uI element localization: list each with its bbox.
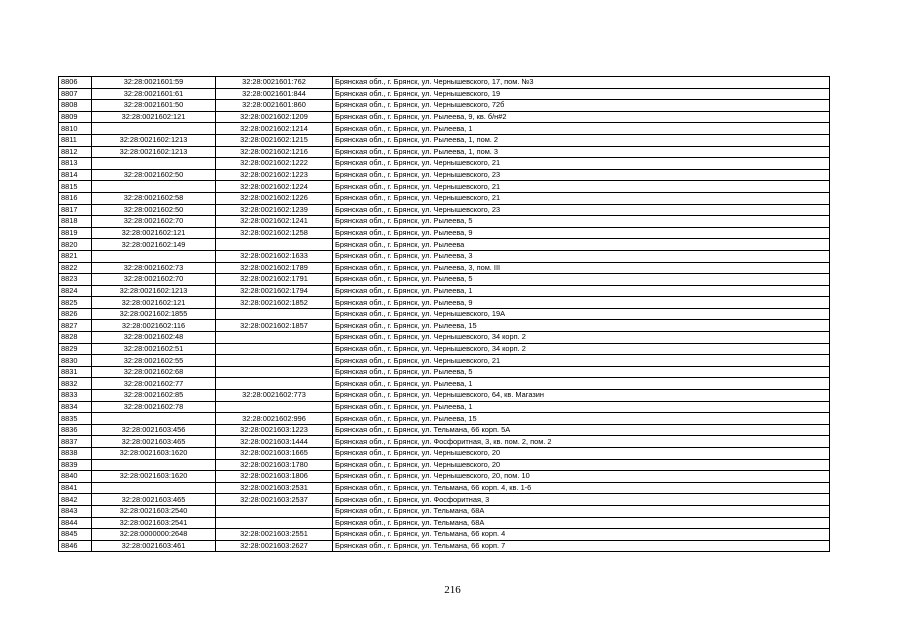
address-cell: Брянская обл., г. Брянск, ул. Рылеева, 9, кв. б/н#2 [333, 111, 830, 123]
table-row [59, 448, 830, 460]
object-cadastral-number-cell: 32:28:0021603:2531 [216, 482, 333, 494]
table-row [59, 204, 830, 216]
row-number-cell: 8829 [59, 343, 92, 355]
address-cell: Брянская обл., г. Брянск, ул. Чернышевского, 19 [333, 88, 830, 100]
table-row [59, 77, 830, 89]
table-row [59, 401, 830, 413]
row-number-cell: 8819 [59, 227, 92, 239]
address-cell: Брянская обл., г. Брянск, ул. Рылеева, 1 [333, 123, 830, 135]
row-number-cell: 8811 [59, 134, 92, 146]
object-cadastral-number-cell: 32:28:0021603:2551 [216, 529, 333, 541]
address-cell: Брянская обл., г. Брянск, ул. Рылеева, 3 [333, 250, 830, 262]
row-number-cell: 8822 [59, 262, 92, 274]
table-row [59, 262, 830, 274]
row-number-cell: 8831 [59, 366, 92, 378]
cadastral-number-cell: 32:28:0021602:121 [92, 297, 216, 309]
row-number-cell: 8827 [59, 320, 92, 332]
cadastral-number-cell: 32:28:0021603:456 [92, 424, 216, 436]
table-row [59, 320, 830, 332]
address-cell: Брянская обл., г. Брянск, ул. Чернышевского, 21 [333, 181, 830, 193]
cadastral-number-cell: 32:28:0021601:61 [92, 88, 216, 100]
table-row [59, 471, 830, 483]
row-number-cell: 8826 [59, 308, 92, 320]
address-cell: Брянская обл., г. Брянск, ул. Чернышевского, 21 [333, 158, 830, 170]
cadastral-number-cell: 32:28:0021602:85 [92, 390, 216, 402]
row-number-cell: 8809 [59, 111, 92, 123]
address-cell: Брянская обл., г. Брянск, ул. Чернышевского, 64, кв. Магазин [333, 390, 830, 402]
address-cell: Брянская обл., г. Брянск, ул. Чернышевского, 23 [333, 169, 830, 181]
row-number-cell: 8807 [59, 88, 92, 100]
object-cadastral-number-cell: 32:28:0021602:1241 [216, 216, 333, 228]
address-cell: Брянская обл., г. Брянск, ул. Чернышевского, 21 [333, 192, 830, 204]
cadastral-number-cell [92, 123, 216, 135]
cadastral-number-cell: 32:28:0021603:1620 [92, 471, 216, 483]
table-row [59, 355, 830, 367]
address-cell: Брянская обл., г. Брянск, ул. Чернышевского, 34 корп. 2 [333, 343, 830, 355]
cadastral-number-cell: 32:28:0021602:1855 [92, 308, 216, 320]
cadastral-number-cell: 32:28:0021603:461 [92, 540, 216, 552]
cadastral-number-cell: 32:28:0021603:465 [92, 436, 216, 448]
table-row [59, 378, 830, 390]
row-number-cell: 8844 [59, 517, 92, 529]
table-row [59, 424, 830, 436]
object-cadastral-number-cell: 32:28:0021603:1223 [216, 424, 333, 436]
object-cadastral-number-cell: 32:28:0021603:2537 [216, 494, 333, 506]
row-number-cell: 8837 [59, 436, 92, 448]
object-cadastral-number-cell: 32:28:0021601:844 [216, 88, 333, 100]
table-row [59, 123, 830, 135]
table-row [59, 540, 830, 552]
address-cell: Брянская обл., г. Брянск, ул. Рылеева, 15 [333, 320, 830, 332]
object-cadastral-number-cell: 32:28:0021602:1226 [216, 192, 333, 204]
object-cadastral-number-cell: 32:28:0021603:1665 [216, 448, 333, 460]
address-cell: Брянская обл., г. Брянск, ул. Чернышевского, 20 [333, 459, 830, 471]
address-cell: Брянская обл., г. Брянск, ул. Чернышевского, 23 [333, 204, 830, 216]
row-number-cell: 8812 [59, 146, 92, 158]
row-number-cell: 8821 [59, 250, 92, 262]
object-cadastral-number-cell: 32:28:0021602:1791 [216, 274, 333, 286]
cadastral-number-cell [92, 459, 216, 471]
cadastral-number-cell: 32:28:0021601:59 [92, 77, 216, 89]
address-cell: Брянская обл., г. Брянск, ул. Чернышевского, 20 [333, 448, 830, 460]
table-row [59, 332, 830, 344]
row-number-cell: 8816 [59, 192, 92, 204]
object-cadastral-number-cell: 32:28:0021601:860 [216, 100, 333, 112]
address-cell: Брянская обл., г. Брянск, ул. Рылеева, 1 [333, 401, 830, 413]
table-row [59, 134, 830, 146]
address-cell: Брянская обл., г. Брянск, ул. Тельмана, 66 корп. 4, кв. 1-6 [333, 482, 830, 494]
object-cadastral-number-cell: 32:28:0021602:996 [216, 413, 333, 425]
table-row [59, 529, 830, 541]
address-cell: Брянская обл., г. Брянск, ул. Рылеева, 5 [333, 216, 830, 228]
table-row [59, 505, 830, 517]
object-cadastral-number-cell [216, 401, 333, 413]
cadastral-number-cell: 32:28:0021602:50 [92, 169, 216, 181]
row-number-cell: 8830 [59, 355, 92, 367]
row-number-cell: 8825 [59, 297, 92, 309]
cadastral-number-cell: 32:28:0021602:1213 [92, 285, 216, 297]
register-page [58, 76, 829, 552]
object-cadastral-number-cell [216, 505, 333, 517]
table-row [59, 308, 830, 320]
object-cadastral-number-cell [216, 308, 333, 320]
object-cadastral-number-cell: 32:28:0021602:1209 [216, 111, 333, 123]
object-cadastral-number-cell: 32:28:0021602:1222 [216, 158, 333, 170]
address-cell: Брянская обл., г. Брянск, ул. Чернышевского, 20, пом. 10 [333, 471, 830, 483]
address-cell: Брянская обл., г. Брянск, ул. Рылеева, 1 [333, 285, 830, 297]
object-cadastral-number-cell: 32:28:0021603:1780 [216, 459, 333, 471]
row-number-cell: 8839 [59, 459, 92, 471]
row-number-cell: 8808 [59, 100, 92, 112]
object-cadastral-number-cell: 32:28:0021602:1633 [216, 250, 333, 262]
table-row [59, 285, 830, 297]
cadastral-number-cell: 32:28:0021603:465 [92, 494, 216, 506]
row-number-cell: 8817 [59, 204, 92, 216]
table-row [59, 169, 830, 181]
table-row [59, 459, 830, 471]
address-cell: Брянская обл., г. Брянск, ул. Тельмана, 68А [333, 505, 830, 517]
object-cadastral-number-cell: 32:28:0021602:1857 [216, 320, 333, 332]
object-cadastral-number-cell: 32:28:0021602:1239 [216, 204, 333, 216]
object-cadastral-number-cell [216, 366, 333, 378]
cadastral-number-cell: 32:28:0021603:2541 [92, 517, 216, 529]
row-number-cell: 8835 [59, 413, 92, 425]
cadastral-number-cell: 32:28:0000000:2648 [92, 529, 216, 541]
cadastral-number-cell: 32:28:0021602:48 [92, 332, 216, 344]
address-cell: Брянская обл., г. Брянск, ул. Тельмана, 66 корп. 4 [333, 529, 830, 541]
object-cadastral-number-cell: 32:28:0021602:1224 [216, 181, 333, 193]
cadastral-number-cell [92, 482, 216, 494]
object-cadastral-number-cell: 32:28:0021603:1444 [216, 436, 333, 448]
object-cadastral-number-cell: 32:28:0021602:773 [216, 390, 333, 402]
object-cadastral-number-cell: 32:28:0021602:1215 [216, 134, 333, 146]
cadastral-number-cell: 32:28:0021602:121 [92, 227, 216, 239]
table-row [59, 436, 830, 448]
object-cadastral-number-cell: 32:28:0021602:1216 [216, 146, 333, 158]
table-row [59, 181, 830, 193]
table-row [59, 111, 830, 123]
cadastral-number-cell [92, 413, 216, 425]
object-cadastral-number-cell: 32:28:0021602:1223 [216, 169, 333, 181]
cadastral-number-cell: 32:28:0021602:78 [92, 401, 216, 413]
cadastral-number-cell [92, 250, 216, 262]
table-row [59, 390, 830, 402]
row-number-cell: 8828 [59, 332, 92, 344]
register-table-body [59, 77, 830, 552]
object-cadastral-number-cell: 32:28:0021603:1806 [216, 471, 333, 483]
cadastral-number-cell [92, 158, 216, 170]
object-cadastral-number-cell: 32:28:0021602:1794 [216, 285, 333, 297]
row-number-cell: 8846 [59, 540, 92, 552]
object-cadastral-number-cell [216, 332, 333, 344]
table-row [59, 239, 830, 251]
object-cadastral-number-cell [216, 239, 333, 251]
table-row [59, 100, 830, 112]
address-cell: Брянская обл., г. Брянск, ул. Тельмана, 66 корп. 7 [333, 540, 830, 552]
row-number-cell: 8834 [59, 401, 92, 413]
row-number-cell: 8818 [59, 216, 92, 228]
cadastral-number-cell [92, 181, 216, 193]
cadastral-number-cell: 32:28:0021602:149 [92, 239, 216, 251]
address-cell: Брянская обл., г. Брянск, ул. Рылеева, 9 [333, 297, 830, 309]
row-number-cell: 8820 [59, 239, 92, 251]
table-row [59, 297, 830, 309]
table-row [59, 216, 830, 228]
object-cadastral-number-cell: 32:28:0021602:1852 [216, 297, 333, 309]
address-cell: Брянская обл., г. Брянск, ул. Чернышевского, 21 [333, 355, 830, 367]
address-cell: Брянская обл., г. Брянск, ул. Рылеева [333, 239, 830, 251]
row-number-cell: 8823 [59, 274, 92, 286]
page-number: 216 [444, 584, 461, 596]
cadastral-number-cell: 32:28:0021603:2540 [92, 505, 216, 517]
table-row [59, 250, 830, 262]
row-number-cell: 8815 [59, 181, 92, 193]
table-row [59, 192, 830, 204]
cadastral-number-cell: 32:28:0021602:73 [92, 262, 216, 274]
row-number-cell: 8806 [59, 77, 92, 89]
row-number-cell: 8845 [59, 529, 92, 541]
object-cadastral-number-cell: 32:28:0021602:1258 [216, 227, 333, 239]
cadastral-number-cell: 32:28:0021601:50 [92, 100, 216, 112]
table-row [59, 366, 830, 378]
table-row [59, 88, 830, 100]
row-number-cell: 8843 [59, 505, 92, 517]
cadastral-number-cell: 32:28:0021602:1213 [92, 134, 216, 146]
cadastral-number-cell: 32:28:0021602:50 [92, 204, 216, 216]
object-cadastral-number-cell [216, 378, 333, 390]
address-cell: Брянская обл., г. Брянск, ул. Рылеева, 1, пом. 2 [333, 134, 830, 146]
cadastral-number-cell: 32:28:0021602:51 [92, 343, 216, 355]
table-row [59, 494, 830, 506]
address-cell: Брянская обл., г. Брянск, ул. Чернышевского, 72б [333, 100, 830, 112]
cadastral-number-cell: 32:28:0021602:116 [92, 320, 216, 332]
object-cadastral-number-cell: 32:28:0021602:1789 [216, 262, 333, 274]
object-cadastral-number-cell [216, 355, 333, 367]
address-cell: Брянская обл., г. Брянск, ул. Рылеева, 1, пом. 3 [333, 146, 830, 158]
table-row [59, 227, 830, 239]
row-number-cell: 8838 [59, 448, 92, 460]
table-row [59, 158, 830, 170]
row-number-cell: 8810 [59, 123, 92, 135]
address-cell: Брянская обл., г. Брянск, ул. Рылеева, 15 [333, 413, 830, 425]
address-cell: Брянская обл., г. Брянск, ул. Рылеева, 5 [333, 366, 830, 378]
row-number-cell: 8836 [59, 424, 92, 436]
address-cell: Брянская обл., г. Брянск, ул. Рылеева, 1 [333, 378, 830, 390]
cadastral-number-cell: 32:28:0021602:68 [92, 366, 216, 378]
table-row [59, 413, 830, 425]
row-number-cell: 8832 [59, 378, 92, 390]
row-number-cell: 8842 [59, 494, 92, 506]
row-number-cell: 8813 [59, 158, 92, 170]
address-cell: Брянская обл., г. Брянск, ул. Рылеева, 9 [333, 227, 830, 239]
address-cell: Брянская обл., г. Брянск, ул. Тельмана, 66 корп. 5А [333, 424, 830, 436]
cadastral-number-cell: 32:28:0021603:1620 [92, 448, 216, 460]
object-cadastral-number-cell: 32:28:0021602:1214 [216, 123, 333, 135]
table-row [59, 343, 830, 355]
cadastral-number-cell: 32:28:0021602:121 [92, 111, 216, 123]
cadastral-register-table [58, 76, 830, 552]
cadastral-number-cell: 32:28:0021602:70 [92, 216, 216, 228]
object-cadastral-number-cell: 32:28:0021603:2627 [216, 540, 333, 552]
cadastral-number-cell: 32:28:0021602:77 [92, 378, 216, 390]
object-cadastral-number-cell [216, 517, 333, 529]
address-cell: Брянская обл., г. Брянск, ул. Рылеева, 5 [333, 274, 830, 286]
address-cell: Брянская обл., г. Брянск, ул. Тельмана, 68А [333, 517, 830, 529]
cadastral-number-cell: 32:28:0021602:55 [92, 355, 216, 367]
table-row [59, 274, 830, 286]
cadastral-number-cell: 32:28:0021602:70 [92, 274, 216, 286]
address-cell: Брянская обл., г. Брянск, ул. Чернышевского, 19А [333, 308, 830, 320]
cadastral-number-cell: 32:28:0021602:1213 [92, 146, 216, 158]
row-number-cell: 8824 [59, 285, 92, 297]
row-number-cell: 8833 [59, 390, 92, 402]
address-cell: Брянская обл., г. Брянск, ул. Чернышевского, 34 корп. 2 [333, 332, 830, 344]
object-cadastral-number-cell: 32:28:0021601:762 [216, 77, 333, 89]
cadastral-number-cell: 32:28:0021602:58 [92, 192, 216, 204]
row-number-cell: 8841 [59, 482, 92, 494]
address-cell: Брянская обл., г. Брянск, ул. Рылеева, 3, пом. III [333, 262, 830, 274]
table-row [59, 482, 830, 494]
table-row [59, 146, 830, 158]
address-cell: Брянская обл., г. Брянск, ул. Чернышевского, 17, пом. №3 [333, 77, 830, 89]
row-number-cell: 8814 [59, 169, 92, 181]
object-cadastral-number-cell [216, 343, 333, 355]
address-cell: Брянская обл., г. Брянск, ул. Фосфоритная, 3, кв. пом. 2, пом. 2 [333, 436, 830, 448]
table-row [59, 517, 830, 529]
row-number-cell: 8840 [59, 471, 92, 483]
address-cell: Брянская обл., г. Брянск, ул. Фосфоритная, 3 [333, 494, 830, 506]
